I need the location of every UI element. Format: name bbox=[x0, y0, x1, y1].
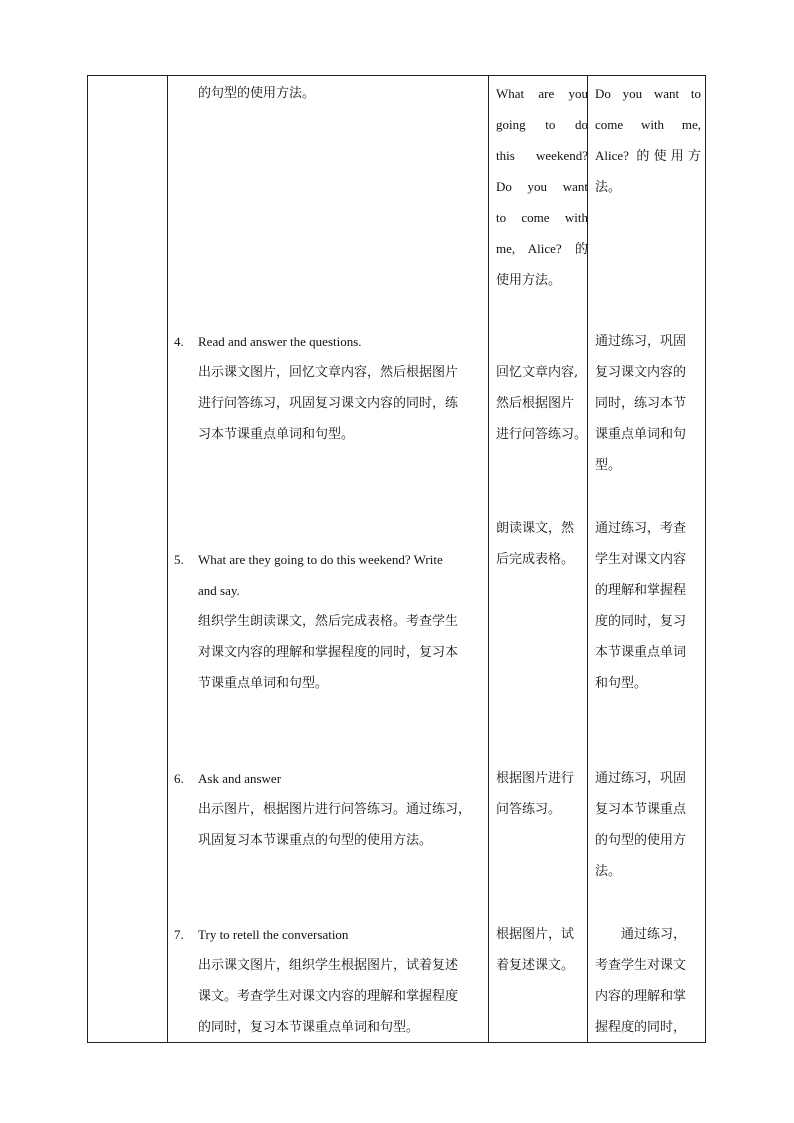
activity-line: 出示图片，根据图片进行问答练习。通过练习， bbox=[198, 802, 472, 817]
design-intent-cell bbox=[595, 78, 701, 202]
intent-line: 通过练习，巩固 bbox=[595, 771, 687, 786]
intent-line: 通过练习，巩固 bbox=[595, 334, 687, 349]
activity-line: 课文。考查学生对课文内容的理解和掌握程度 bbox=[198, 989, 459, 1004]
activity-title: What are they going to do this weekend? Write bbox=[198, 552, 443, 567]
student-line: 根据图片，试 bbox=[496, 927, 575, 942]
student-line: 使用方法。 bbox=[496, 272, 562, 287]
step-number: 5. bbox=[174, 552, 184, 567]
activity-line: 的句型的使用方法。 bbox=[198, 86, 316, 101]
intent-line: 内容的理解和掌 bbox=[595, 989, 687, 1004]
student-line: this weekend? bbox=[496, 148, 588, 163]
intent-line: 考查学生对课文 bbox=[595, 958, 687, 973]
student-line: to come with bbox=[496, 210, 588, 225]
student-activity-cell bbox=[496, 763, 588, 825]
intent-line: 的理解和掌握程 bbox=[595, 583, 687, 598]
activity-line: 习本节课重点单词和句型。 bbox=[198, 427, 355, 442]
activity-title: Ask and answer bbox=[198, 771, 282, 786]
student-line: 进行问答练习。 bbox=[496, 427, 588, 442]
intent-line: 型。 bbox=[595, 458, 622, 473]
student-activity-cell bbox=[496, 513, 588, 575]
student-line: 后完成表格。 bbox=[496, 552, 575, 567]
intent-line: come with me, bbox=[595, 117, 701, 132]
activity-line: 的同时，复习本节课重点单词和句型。 bbox=[198, 1020, 420, 1035]
activity-title: Read and answer the questions. bbox=[198, 334, 362, 349]
student-activity-cell bbox=[496, 919, 588, 981]
intent-line: 和句型。 bbox=[595, 676, 648, 691]
activity-cell-continued bbox=[198, 78, 488, 109]
student-line: 着复述课文。 bbox=[496, 958, 575, 973]
student-line: 问答练习。 bbox=[496, 802, 562, 817]
intent-line: 的句型的使用方 bbox=[595, 833, 687, 848]
student-line: 朗读课文，然 bbox=[496, 521, 575, 536]
activity-title: Try to retell the conversation bbox=[198, 927, 349, 942]
intent-line: 握程度的同时， bbox=[595, 1020, 687, 1035]
intent-line: 度的同时，复习 bbox=[595, 614, 687, 629]
activity-line: 对课文内容的理解和掌握程度的同时，复习本 bbox=[198, 645, 459, 660]
design-intent-cell bbox=[595, 919, 701, 1043]
activity-line: 组织学生朗读课文，然后完成表格。考查学生 bbox=[198, 614, 459, 629]
design-intent-cell bbox=[595, 513, 701, 699]
student-line: 回忆文章内容, bbox=[496, 365, 579, 380]
student-activity-cell bbox=[496, 357, 588, 450]
activity-title: and say. bbox=[198, 583, 240, 598]
intent-line: 法。 bbox=[595, 179, 622, 194]
activity-cell bbox=[198, 919, 488, 1043]
activity-line: 节课重点单词和句型。 bbox=[198, 676, 329, 691]
intent-line: 本节课重点单词 bbox=[595, 645, 687, 660]
student-line: 然后根据图片 bbox=[496, 396, 575, 411]
intent-line: 法。 bbox=[595, 864, 622, 879]
activity-cell bbox=[198, 544, 488, 699]
student-line: What are you bbox=[496, 86, 588, 101]
intent-line: Do you want to bbox=[595, 86, 701, 101]
activity-line: 巩固复习本节课重点的句型的使用方法。 bbox=[198, 833, 433, 848]
activity-cell bbox=[198, 763, 488, 856]
student-line: 根据图片进行 bbox=[496, 771, 575, 786]
intent-line: 学生对课文内容 bbox=[595, 552, 687, 567]
step-number: 4. bbox=[174, 334, 184, 349]
intent-line: 通过练习， bbox=[621, 927, 687, 942]
intent-line: 课重点单词和句 bbox=[595, 427, 687, 442]
student-line: going to do bbox=[496, 117, 588, 132]
student-activity-cell bbox=[496, 78, 588, 295]
step-number: 7. bbox=[174, 927, 184, 942]
step-number: 6. bbox=[174, 771, 184, 786]
column-divider bbox=[488, 76, 489, 1042]
student-line: me, Alice? 的 bbox=[496, 241, 588, 256]
design-intent-cell bbox=[595, 763, 701, 887]
activity-line: 进行问答练习，巩固复习课文内容的同时，练 bbox=[198, 396, 459, 411]
student-line: Do you want bbox=[496, 179, 588, 194]
column-divider bbox=[167, 76, 168, 1042]
intent-line: 同时，练习本节 bbox=[595, 396, 687, 411]
design-intent-cell bbox=[595, 326, 701, 481]
activity-line: 出示课文图片，回忆文章内容，然后根据图片 bbox=[198, 365, 459, 380]
activity-cell bbox=[198, 326, 488, 450]
intent-line: 复习本节课重点 bbox=[595, 802, 687, 817]
intent-line: 复习课文内容的 bbox=[595, 365, 687, 380]
intent-line: 通过练习，考查 bbox=[595, 521, 687, 536]
activity-line: 出示课文图片，组织学生根据图片，试着复述 bbox=[198, 958, 459, 973]
lesson-plan-table bbox=[87, 75, 706, 1043]
intent-line: Alice? 的使用方 bbox=[595, 148, 701, 163]
